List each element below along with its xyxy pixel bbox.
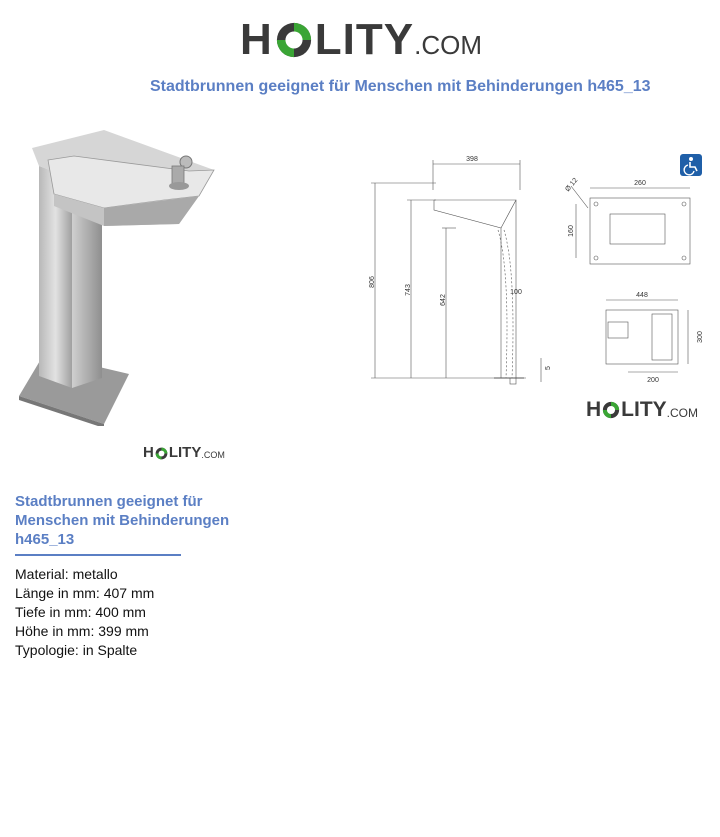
logo-mid-suffix: .COM (666, 406, 699, 420)
spec-list (15, 565, 154, 660)
dim-height-743: 743 (405, 284, 412, 296)
dim-height-642: 642 (440, 294, 447, 306)
product-title: Stadtbrunnen geeignet für Menschen mit Behinderungen h465_13 (15, 493, 230, 548)
logo-small-suffix: .COM (201, 450, 225, 460)
dim-plate-h: 160 (568, 225, 575, 237)
spec-depth: Tiefe in mm: 400 mm (15, 604, 146, 620)
logo-mid-text-right: LITY (621, 398, 667, 421)
dim-width-top: 398 (466, 156, 478, 163)
dim-top-200: 200 (647, 377, 659, 384)
title-divider (15, 554, 181, 556)
technical-drawing (366, 150, 706, 390)
spec-type: Typologie: in Spalte (15, 642, 138, 658)
dim-top-d: 300 (697, 331, 704, 343)
spec-material: Material: metallo (15, 566, 118, 582)
product-image (14, 126, 224, 426)
brand-logo-small (143, 444, 225, 462)
wheelchair-icon (680, 154, 702, 176)
spec-length: Länge in mm: 407 mm (15, 585, 155, 601)
dim-plate-w: 260 (634, 180, 646, 187)
dim-hole: Ø 12 (564, 176, 580, 194)
logo-text-left: H (240, 15, 273, 64)
page-title: Stadtbrunnen geeignet für Menschen mit Behinderungen h465_13 (150, 78, 651, 95)
logo-small-o-icon (155, 447, 168, 460)
brand-logo[interactable] (240, 14, 482, 66)
logo-mid-o-icon (602, 401, 620, 419)
logo-text-right: LITY (314, 15, 415, 64)
dim-100: 100 (510, 289, 522, 296)
logo-suffix: .COM (414, 29, 482, 60)
logo-o-icon (275, 21, 313, 59)
dim-5: 5 (545, 366, 552, 370)
dim-top-w: 448 (636, 292, 648, 299)
logo-small-text-right: LITY (168, 444, 202, 461)
dim-height-total: 806 (369, 276, 376, 288)
logo-small-text-left: H (143, 444, 154, 461)
spec-height: Höhe in mm: 399 mm (15, 623, 149, 639)
logo-mid-text-left: H (586, 398, 602, 421)
brand-logo-drawing (586, 398, 698, 422)
